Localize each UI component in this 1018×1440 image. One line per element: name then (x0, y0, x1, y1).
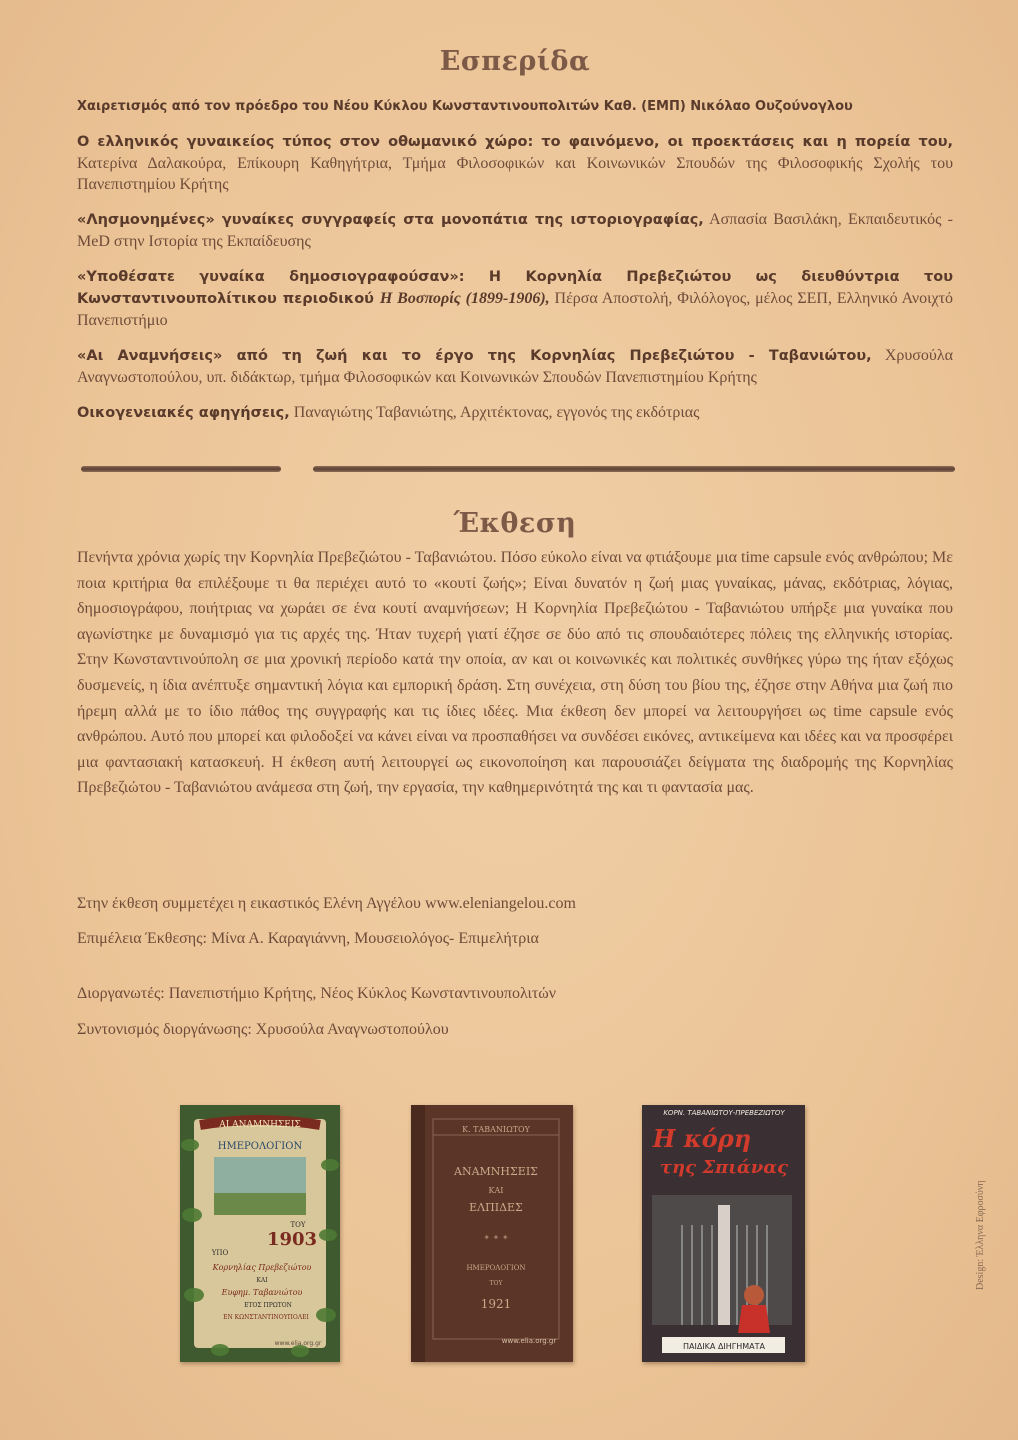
talk-2 (77, 209, 953, 252)
esperida-program (77, 95, 953, 438)
organizers-line: Διοργανωτές: Πανεπιστήμιο Κρήτης, Νέος Κύκλος Κωνσταντινουπολιτών (77, 985, 557, 1002)
talk-speaker: Χρυσούλα Αναγνωστοπούλου, υπ. διδάκτωρ, τμήμα Φιλοσοφικών και Κοινωνικών Σπουδών Πανεπιστημίου Κρήτης (77, 347, 953, 386)
talk-speaker: Κατερίνα Δαλακούρα, Επίκουρη Καθηγήτρια, Τμήμα Φιλοσοφικών και Κοινωνικών Σπουδών της Φιλοσοφικής Σχολής του Πανεπιστημίου Κρήτης (77, 155, 953, 193)
book-cover-anamniseis-elpides-1921 (411, 1105, 573, 1362)
cover-year: 1903 (266, 1229, 318, 1250)
talk-4 (77, 345, 953, 388)
talk-5 (77, 402, 953, 424)
talk-title: Οικογενειακές αφηγήσεις, (77, 405, 290, 421)
cover-text: ΠΑΙΔΙΚΑ ΔΙΗΓΗΜΑΤΑ (683, 1342, 765, 1351)
cover-text: ΕΛΠΙΔΕΣ (469, 1201, 523, 1214)
cover-text: ΗΜΕΡΟΛΟΓΙΟΝ (217, 1141, 303, 1152)
cover-text: ΥΠΟ (211, 1249, 229, 1257)
talk-title: «Λησμονημένες» γυναίκες συγγραφείς στα μονοπάτια της ιστοριογραφίας, (77, 212, 704, 228)
book-cover-3-art (642, 1105, 805, 1362)
talk-speaker: Παναγιώτης Ταβανιώτης, Αρχιτέκτονας, εγγονός της εκδότριας (289, 404, 700, 421)
talk-title: Ο ελληνικός γυναικείος τύπος στον οθωμανικό χώρο: το φαινόμενο, οι προεκτάσεις και η πορεία του, (77, 134, 953, 150)
talk-speaker: Ασπασία Βασιλάκη, Εκπαιδευτικός - MeD στην Ιστορία της Εκπαίδευσης (77, 211, 953, 250)
divider-right (313, 466, 955, 472)
exhibition-description: Πενήντα χρόνια χωρίς την Κορνηλία Πρεβεζιώτου - Ταβανιώτου. Πόσο εύκολο είναι να φτιάξουμε μια time capsule ενός ανθρώπου; Με ποια κριτήρια θα επιλέξουμε τι θα περιέχει αυτό το «κουτί ζωής»; Είναι δυνατόν η ζωή μιας γυναίκας, μάνας, εκδότριας, λόγιας, δημοσιογράφου, ποιήτριας να χωράει σε ένα κουτί αναμνήσεων; Η Κορνηλία Πρεβεζιώτου - Ταβανιώτου υπήρξε μια γυναίκα που αγωνίστηκε με δυναμισμό για τις αρχές της. Ήταν τυχερή γιατί έζησε σε δύο από τις σπουδαιότερες πόλεις της ελληνικής ιστορίας. Στην Κωνσταντινούπολη σε μια χρονική περίοδο κατά την οποία, αν και οι κοινωνικές και πολιτικές συνθήκες γύρω της ήταν εξόχως δυσμενείς, η ίδια ανέπτυξε σημαντική λόγια και εμπορική δράση. Στη συνέχεια, στη δύση του βίου της, έζησε στην Αθήνα μια ζωή πιο ήρεμη αλλά με το ίδιο πάθος της συγγραφής και τις ίδιες ιδέες. Μια έκθεση δεν μπορεί να λειτουργήσει ως time capsule ενός ανθρώπου. Αυτό που μπορεί και φιλοδοξεί να κάνει είναι να προσπαθήσει να συνδέσει εικόνες, αντικείμενα και ιδέες και να προσφέρει μια φαντασιακή κατασκευή. Η έκθεση αυτή λειτουργεί ως εικονοποίηση και παρουσιάζει δείγματα της διαδρομής της Κορνηλίας Πρεβεζιώτου - Ταβανιώτου ανάμεσα στη ζωή, την εργασία, την καθημερινότητά της και τι φαντασία μας. (77, 549, 953, 797)
cover-text: ΤΟΥ (489, 1280, 503, 1287)
cover-watermark: www.elia.org.gr (501, 1337, 557, 1345)
cover-text: ΑΝΑΜΝΗΣΕΙΣ (454, 1165, 538, 1178)
ornament-icon: ✦ ✦ ✦ (483, 1233, 509, 1242)
talk-3 (77, 266, 953, 331)
cover-text: Κ. ΤΑΒΑΝΙΩΤΟΥ (462, 1125, 530, 1134)
book-cover-anamniseis-1903 (180, 1105, 340, 1362)
periodical-title: Η Βοσπορίς (1899-1906), (379, 290, 550, 307)
cover-text: ΗΜΕΡΟΛΟΓΙΟΝ (466, 1264, 526, 1272)
ekthesi-title: Έκθεση (453, 508, 577, 539)
cover-text: ΕΤΟΣ ΠΡΩΤΟΝ (244, 1302, 292, 1309)
artist-line: Στην έκθεση συμμετέχει η εικαστικός Ελένη Αγγέλου www.eleniangelou.com (77, 895, 576, 912)
esperida-title: Εσπερίδα (439, 46, 591, 77)
talk-speaker: Πέρσα Αποστολή, Φιλόλογος, μέλος ΣΕΠ, Ελληνικό Ανοιχτό Πανεπιστήμιο (77, 290, 953, 329)
cover-text: ΤΟΥ (290, 1221, 306, 1229)
cover-text: ΕΝ ΚΩΝΣΤΑΝΤΙΝΟΥΠΟΛΕΙ (223, 1314, 309, 1321)
coordination-line: Συντονισμός διοργάνωσης: Χρυσούλα Αναγνωστοπούλου (77, 1021, 449, 1038)
divider-left (81, 466, 281, 472)
design-credit: Design: Έλληνα Εφροσύνη (975, 1180, 986, 1290)
greeting: Χαιρετισμός από τον πρόεδρο του Νέου Κύκλου Κωνσταντινουπολιτών Καθ. (ΕΜΠ) Νικόλαο Ουζούνογλου (77, 99, 853, 114)
cover-watermark: www.elia.org.gr (274, 1340, 322, 1347)
talk-title: «Αι Αναμνήσεις» από τη ζωή και το έργο της Κορνηλίας Πρεβεζιώτου - Ταβανιώτου, (77, 348, 872, 364)
cover-text: Ευφημ. Ταβανιώτου (221, 1288, 303, 1297)
cover-title: της Σπιάνας (659, 1157, 789, 1178)
cover-text: ΑΙ ΑΝΑΜΝΗΣΕΙΣ (219, 1120, 301, 1130)
book-cover-1-art (180, 1105, 340, 1362)
cover-text: Κορνηλίας Πρεβεζιώτου (212, 1263, 312, 1272)
talk-title: «Υποθέσατε γυναίκα δημοσιογραφούσαν»: Η Κορνηλία Πρεβεζιώτου ως διευθύντρια του Κωνσταντινουπολίτικου περιοδικού (77, 269, 953, 307)
cover-text: ΚΟΡΝ. ΤΑΒΑΝΙΩΤΟΥ-ΠΡΕΒΕΖΙΩΤΟΥ (663, 1109, 785, 1117)
girl-figure-icon (744, 1285, 764, 1305)
talk-1 (77, 131, 953, 195)
cover-text: ΚΑΙ (488, 1186, 504, 1195)
cover-year: 1921 (480, 1297, 512, 1311)
book-cover-kori-tis-spianas (642, 1105, 805, 1362)
cover-text: ΚΑΙ (256, 1277, 268, 1284)
cover-title: Η κόρη (652, 1124, 752, 1153)
curator-line: Επιμέλεια Έκθεσης: Μίνα Α. Καραγιάννη, Μουσειολόγος- Επιμελήτρια (77, 930, 539, 947)
book-cover-2-art (411, 1105, 573, 1362)
